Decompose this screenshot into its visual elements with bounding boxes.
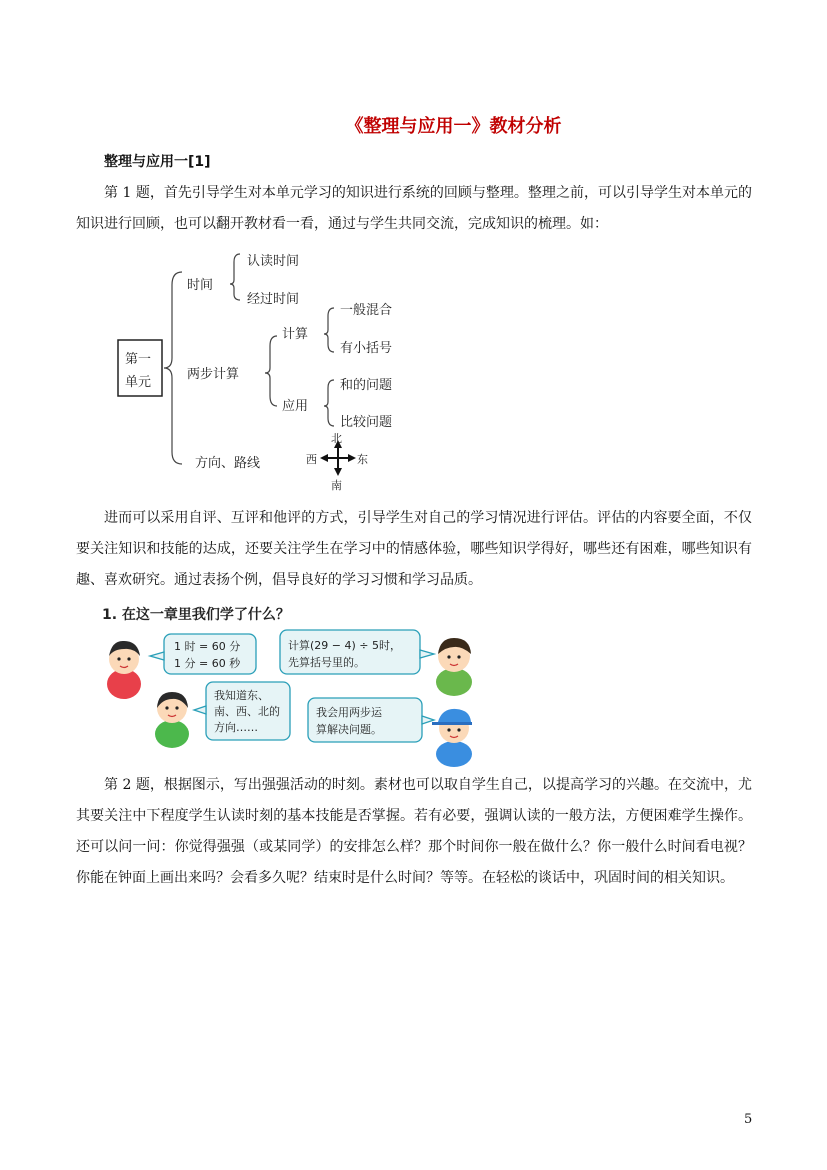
node-read-time: 认读时间 xyxy=(247,254,300,269)
bubble-1-line-2: 1 分 = 60 秒 xyxy=(174,657,241,670)
compass-north: 北 xyxy=(331,432,342,445)
paragraph-1: 第 1 题，首先引导学生对本单元学习的知识进行系统的回顾与整理。整理之前，可以引导学生对本单元的知识进行回顾，也可以翻开教材看一看，通过与学生共同交流，完成知识的梳理。如： xyxy=(76,185,752,232)
node-sum-problem: 和的问题 xyxy=(340,378,393,393)
paragraph-3: 第 2 题，根据图示，写出强强活动的时刻。素材也可以取自学生自己，以提高学习的兴趣。在交流中，尤其要关注中下程度学生认读时刻的基本技能是否掌握。若有必要，强调认读的一般方法，方便困难学生操作。还可以问一问：你觉得强强（或某同学）的安排怎么样？那个时间你一般在做什么？你一般什么时间看电视？你能在钟面上画出来吗？会看多久呢？结束时是什么时间？等等。在轻松的谈话中，巩固时间的相关知识。 xyxy=(76,777,752,886)
section-subtitle: 整理与应用一[1] xyxy=(104,154,211,170)
compass-icon xyxy=(320,440,356,476)
node-compare-problem: 比较问题 xyxy=(340,415,393,430)
apply-brace xyxy=(324,380,334,426)
paragraph-2: 进而可以采用自评、互评和他评的方式，引导学生对自己的学习情况进行评估。评估的内容要全面，不仅要关注知识和技能的达成，还要关注学生在学习中的情感体验，哪些知识学得好，哪些还有困难，哪些知识有趣、喜欢研究。通过表扬个例，倡导良好的学习习惯和学习品质。 xyxy=(76,510,752,588)
main-brace xyxy=(164,272,182,464)
girl-avatar-1 xyxy=(107,641,141,699)
bubble-4-line-2: 算解决问题。 xyxy=(316,723,382,736)
bubble-3-line-2: 南、西、北的 xyxy=(214,705,280,718)
node-time: 时间 xyxy=(187,278,214,293)
node-mixed: 一般混合 xyxy=(340,303,393,318)
compass-south: 南 xyxy=(331,479,342,492)
node-calc: 计算 xyxy=(282,327,309,342)
bubble-3-line-3: 方向…… xyxy=(214,721,258,734)
boy-avatar-1 xyxy=(436,638,472,696)
bubble-3-line-1: 我知道东、 xyxy=(214,689,269,702)
node-elapsed-time: 经过时间 xyxy=(247,292,300,307)
page-title: 《整理与应用一》教材分析 xyxy=(345,116,562,137)
compass-east: 东 xyxy=(357,453,368,466)
node-direction: 方向、路线 xyxy=(195,456,261,471)
boy-avatar-2 xyxy=(432,709,472,767)
bubble-4-line-1: 我会用两步运 xyxy=(316,706,382,719)
page-number: 5 xyxy=(744,1112,753,1127)
root-label-line1: 第一 xyxy=(125,352,152,367)
time-brace xyxy=(230,254,240,300)
knowledge-tree-diagram xyxy=(112,240,412,492)
textbook-illustration xyxy=(102,604,494,768)
bubble-2-line-2: 先算括号里的。 xyxy=(288,656,365,669)
illustration-heading: 1. 在这一章里我们学了什么？ xyxy=(102,607,290,623)
compass-west: 西 xyxy=(306,453,317,466)
two-step-brace xyxy=(265,336,277,406)
bubble-2-line-1: 计算(29 − 4) ÷ 5时， xyxy=(288,639,401,652)
node-apply: 应用 xyxy=(282,399,309,414)
node-two-step: 两步计算 xyxy=(187,367,240,382)
girl-avatar-2 xyxy=(155,692,189,748)
node-brackets: 有小括号 xyxy=(340,341,393,356)
root-label-line2: 单元 xyxy=(125,375,152,390)
calc-brace xyxy=(324,308,334,352)
bubble-1-line-1: 1 时 = 60 分 xyxy=(174,640,241,653)
